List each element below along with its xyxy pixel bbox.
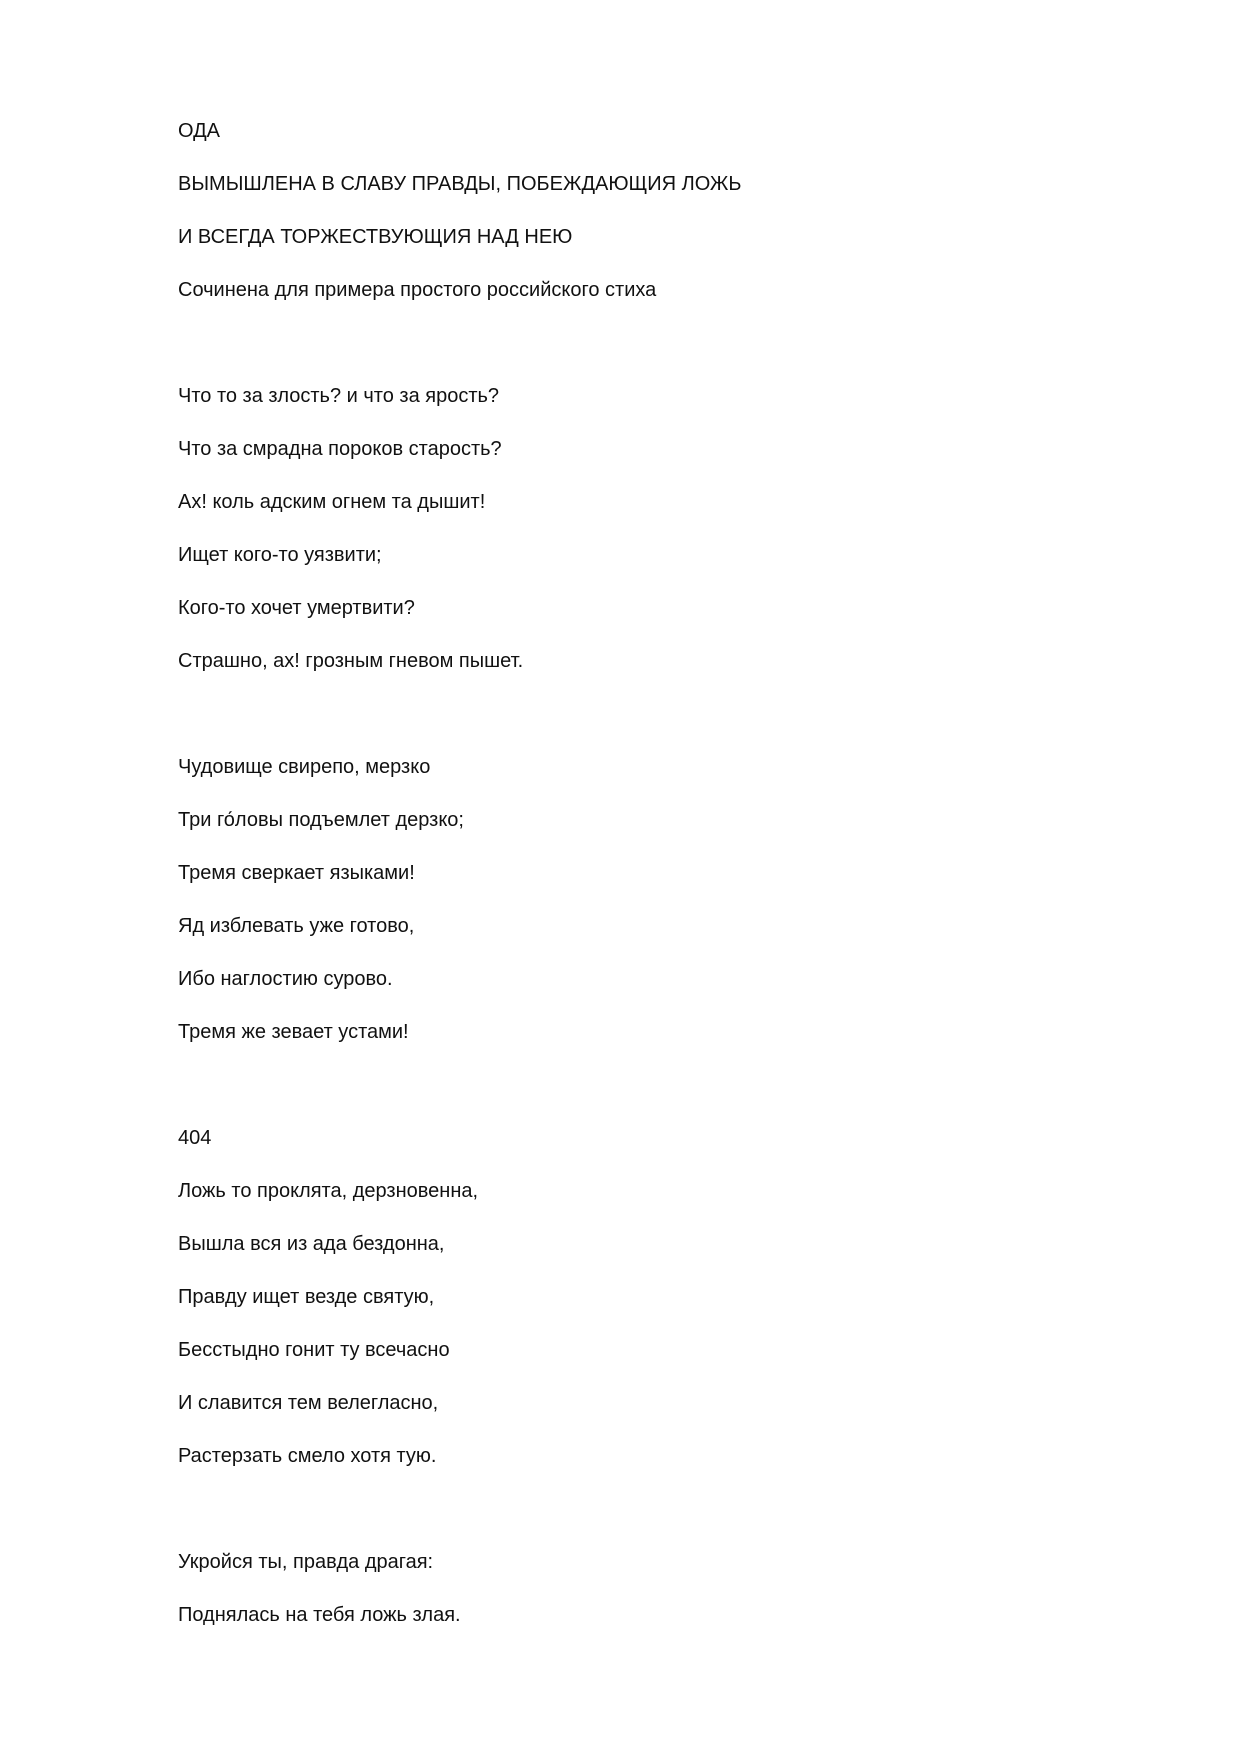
stanza-3-line-6: Растерзать смело хотя тую. xyxy=(178,1445,437,1467)
page-number: 404 xyxy=(178,1127,212,1149)
poem-title: ОДА xyxy=(178,120,221,142)
stanza-2-line-4: Яд изблевать уже готово, xyxy=(178,915,415,937)
stanza-1-line-2: Что за смрадна пороков старость? xyxy=(178,438,502,460)
stanza-1-line-5: Кого-то хочет умертвити? xyxy=(178,597,415,619)
stanza-2-line-5: Ибо наглостию сурово. xyxy=(178,968,393,990)
stanza-2-line-3: Тремя сверкает языками! xyxy=(178,862,415,884)
stanza-1-line-3: Ах! коль адским огнем та дышит! xyxy=(178,491,486,513)
stanza-2-line-2: Три го́ловы подъемлет дерзко; xyxy=(178,809,464,831)
poem-subtitle-line-2: И ВСЕГДА ТОРЖЕСТВУЮЩИЯ НАД НЕЮ xyxy=(178,226,573,248)
poem-subtitle-line-1: ВЫМЫШЛЕНА В СЛАВУ ПРАВДЫ, ПОБЕЖДАЮЩИЯ ЛОЖЬ xyxy=(178,173,742,195)
stanza-3-line-3: Правду ищет везде святую, xyxy=(178,1286,435,1308)
stanza-1-line-6: Страшно, ах! грозным гневом пышет. xyxy=(178,650,524,672)
stanza-3-line-5: И славится тем велегласно, xyxy=(178,1392,439,1414)
stanza-1-line-1: Что то за злость? и что за ярость? xyxy=(178,385,500,407)
stanza-3-line-1: Ложь то проклята, дерзновенна, xyxy=(178,1180,479,1202)
stanza-4-line-2: Поднялась на тебя ложь злая. xyxy=(178,1604,461,1626)
stanza-4-line-1: Укройся ты, правда драгая: xyxy=(178,1551,434,1573)
stanza-3-line-4: Бесстыдно гонит ту всечасно xyxy=(178,1339,450,1361)
poem-subtitle-line-3: Сочинена для примера простого российского стиха xyxy=(178,279,657,301)
stanza-2-line-1: Чудовище свирепо, мерзко xyxy=(178,756,431,778)
stanza-1-line-4: Ищет кого-то уязвити; xyxy=(178,544,382,566)
stanza-3-line-2: Вышла вся из ада бездонна, xyxy=(178,1233,445,1255)
stanza-2-line-6: Тремя же зевает устами! xyxy=(178,1021,409,1043)
